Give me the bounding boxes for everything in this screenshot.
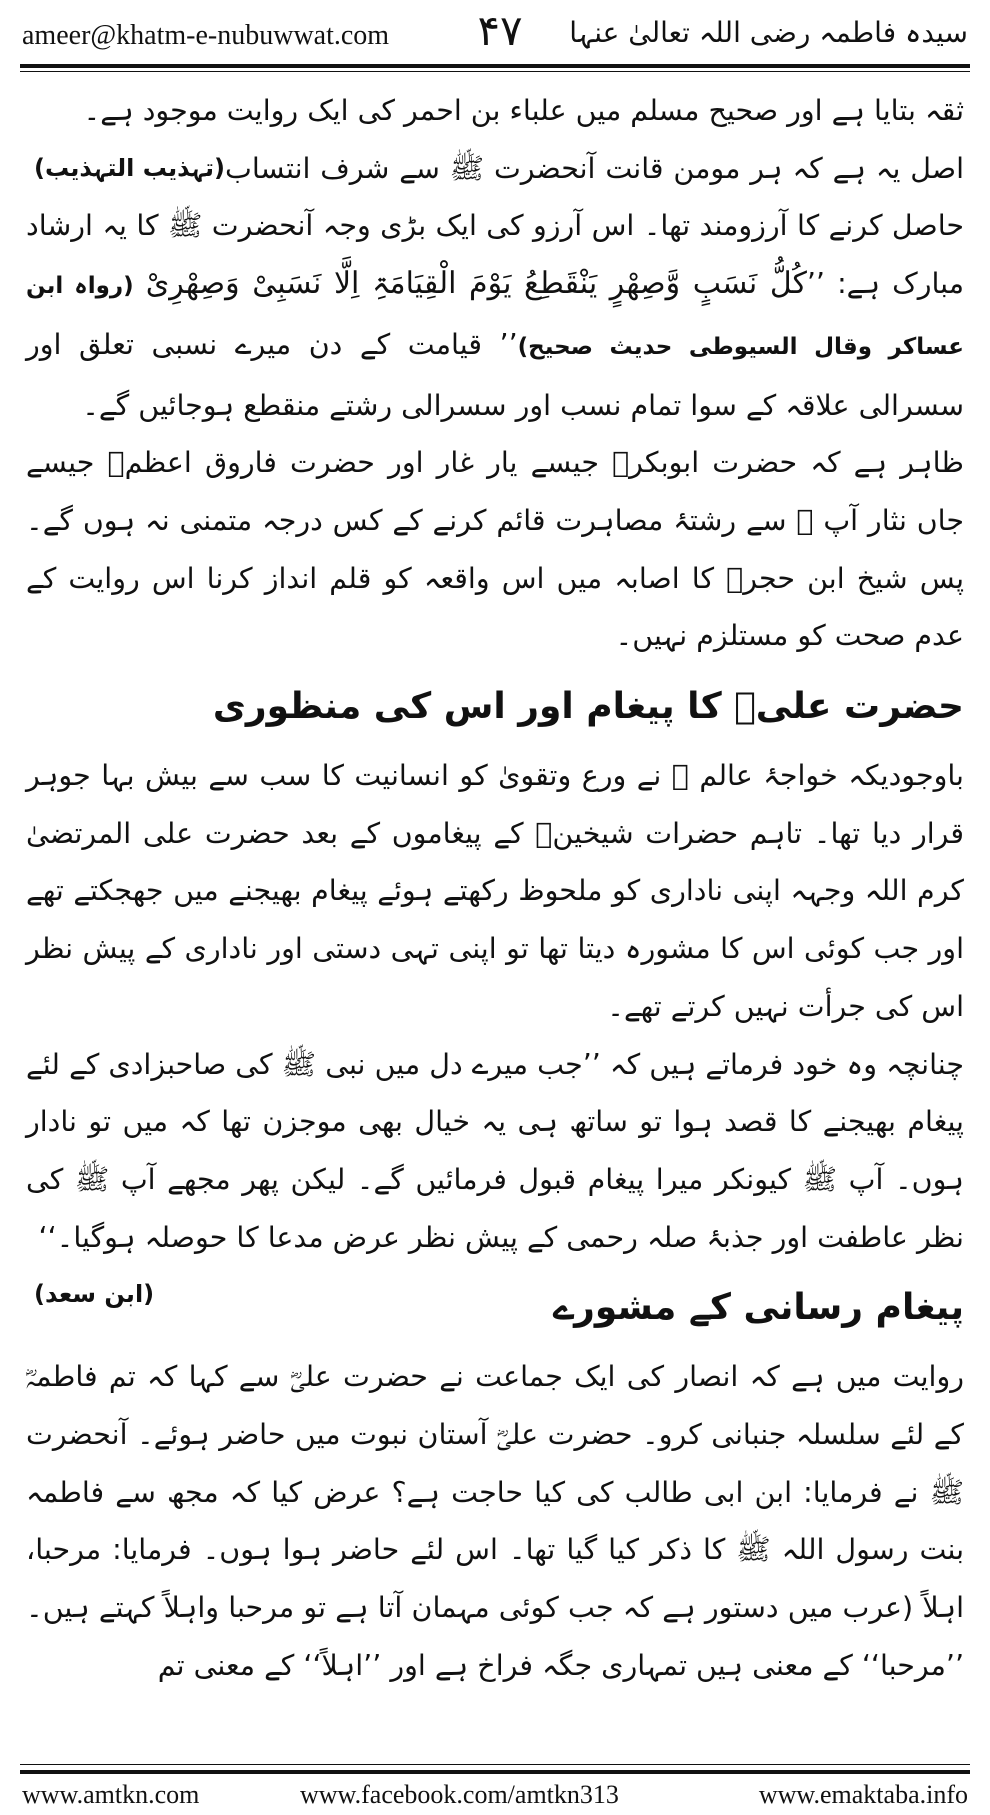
page-footer	[0, 1758, 990, 1815]
citation-tahzeeb: (تہذیب التہذیب)	[34, 153, 226, 182]
paragraph-1-text: ثقہ بتایا ہے اور صحیح مسلم میں علباء بن احمر کی ایک روایت موجود ہے۔	[83, 94, 964, 127]
hadith-arabic: کُلُّ نَسَبٍ وَّصِھْرٍ یَنْقَطِعُ یَوْمَ الْقِیَامَۃِ اِلَّا نَسَبِیْ وَصِھْرِیْ	[145, 266, 807, 302]
paragraph-3: ظاہر ہے کہ حضرت ابوبکرؓ جیسے یار غار اور حضرت فاروق اعظمؓ جیسے جاں نثار آپ ﷺ سے رشتۂ مصاہرت قائم کرنے کے کس درجہ متمنی نہ ہوں گے۔ پس شیخ ابن حجرؒ کا اصابہ میں اس واقعہ کو قلم انداز کرنا اس روایت کے عدم صحت کو مستلزم نہیں۔	[26, 446, 964, 653]
page-header	[0, 0, 990, 70]
footer-link-amtkn[interactable]: www.amtkn.com	[22, 1780, 200, 1809]
paragraph-6: روایت میں ہے کہ انصار کی ایک جماعت نے حضرت علیؓ سے کہا کہ تم فاطمہؓ کے لئے سلسلہ جنبانی کرو۔ حضرت علیؓ آستان نبوت میں حاضر ہوئے۔ آنحضرت ﷺ نے فرمایا: ابن ابی طالب کی کیا حاجت ہے؟ عرض کیا کہ مجھ سے فاطمہ بنت رسول اللہ ﷺ کا ذکر کیا گیا تھا۔ اس لئے حاضر ہوا ہوں۔ فرمایا: مرحبا، اہلاً (عرب میں دستور ہے کہ جب کوئی مہمان آتا ہے تو مرحبا واہلاً کہتے ہیں۔ ’’مرحبا‘‘ کے معنی ہیں تمہاری جگہ فراخ ہے اور ’’اہلاً‘‘ کے معنی تم	[26, 1360, 964, 1682]
footer-link-facebook[interactable]: www.facebook.com/amtkn313	[300, 1780, 619, 1809]
header-rule-thin	[20, 71, 970, 72]
paragraph-5-text: چنانچہ وہ خود فرماتے ہیں کہ ’’جب میرے دل میں نبی ﷺ کی صاحبزادی کے لئے پیغام بھیجنے کا قصد ہوا تو ساتھ ہی یہ خیال بھی موجزن تھا کہ میں تو نادار ہوں۔ آپ ﷺ کیونکر میرا پیغام قبول فرمائیں گے۔ لیکن پھر مجھے آپ ﷺ کی نظر عاطفت اور جذبۂ صلہ رحمی کے پیش نظر عرض مدعا کا حوصلہ ہوگیا۔‘‘	[26, 1047, 964, 1254]
footer-link-emaktaba[interactable]: www.emaktaba.info	[758, 1780, 968, 1809]
paragraph-4: باوجودیکہ خواجۂ عالم ﷺ نے ورع وتقویٰ کو انسانیت کا سب سے بیش بہا جوہر قرار دیا تھا۔ تاہم حضرات شیخینؓ کے پیغاموں کے بعد حضرت علی المرتضیٰ کرم اللہ وجہہ اپنی ناداری کو ملحوظ رکھتے ہوئے پیغام بھیجنے میں جھجکتے تھے اور جب کوئی اس کا مشورہ دیتا تھا تو اپنی تہی دستی اور ناداری کے پیش نظر اس کی جرأت نہیں کرتے تھے۔	[26, 759, 964, 1023]
page-number: ۴۷	[477, 6, 523, 55]
citation-ibn-saad: (ابن سعد)	[34, 1280, 155, 1309]
header-email: ameer@khatm-e-nubuwwat.com	[22, 20, 390, 51]
paragraph-1	[26, 82, 964, 182]
section-heading-2: پیغام رسانی کے مشورے	[553, 1287, 964, 1329]
footer-rule-thin	[20, 1764, 970, 1765]
paragraph-2-translation: ’’ قیامت کے دن میرے نسبی تعلق اور سسرالی علاقہ کے سوا تمام نسب اور سسرالی رشتے منقطع ہوجائیں گے۔	[26, 327, 964, 422]
page-body	[26, 82, 964, 1695]
footer-rule-thick	[20, 1770, 970, 1774]
paragraph-2-intro: اصل یہ ہے کہ ہر مومن قانت آنحضرت ﷺ سے شرف انتساب حاصل کرنے کا آرزومند تھا۔ اس آرزو کی ایک بڑی وجہ آنحضرت ﷺ کا یہ ارشاد مبارک ہے: ’’	[26, 151, 965, 301]
section-heading-1: حضرت علیؓ کا پیغام اور اس کی منظوری	[212, 686, 964, 728]
hadith-reference: (رواہ ابن عساکر وقال السیوطی حدیث صحیح)	[26, 273, 964, 360]
header-rule-thick	[20, 64, 970, 68]
running-title: سیدہ فاطمہ رضی اللہ تعالیٰ عنہا	[569, 16, 968, 49]
